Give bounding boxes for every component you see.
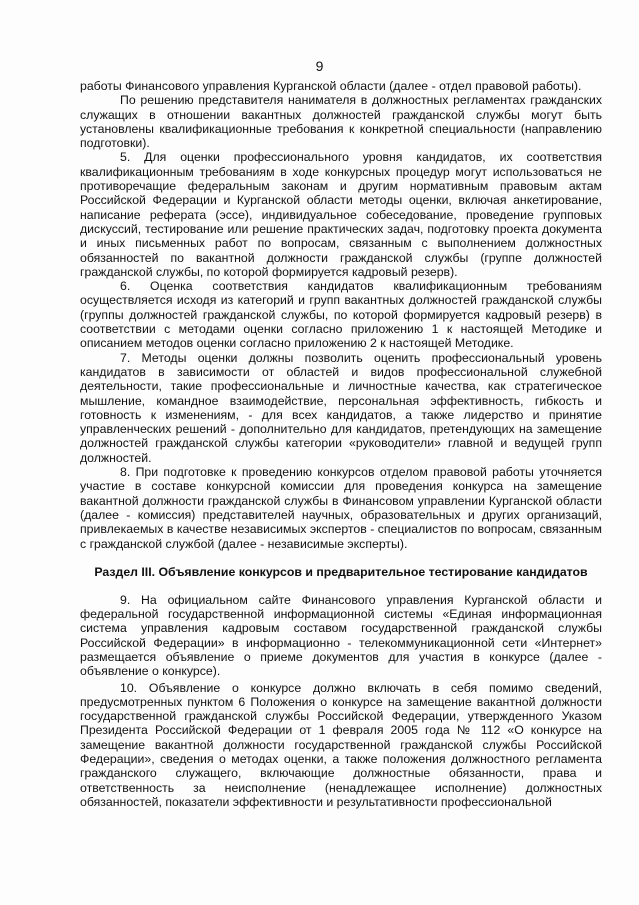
paragraph-10: 10. Объявление о конкурсе должно включать в себя помимо сведений, предусмотренных пунктом 6 Положения о конкурсе на замещение вакантной должности государственной гражданской службы Российской Федерации, утвержденного Указом Президента Российской Федерации от 1 февраля 2005 года № 112 «О конкурсе на замещение вакантной должности государственной гражданской службы Российской Федерации», сведения о методах оценки, а также положения должностного регламента гражданского служащего, включающие должностные обязанности, права и ответственность за неисполнение (ненадлежащее исполнение) должностных обязанностей, показатели эффективности и результативности профессиональной [80,680,602,809]
paragraph-7: 7. Методы оценки должны позволить оценить профессиональный уровень кандидатов в зависимости от областей и видов профессиональной служебной деятельности, такие профессиональные и личностные качества, как стратегическое мышление, командное взаимодействие, персональная эффективность, гибкость и готовность к изменениям, - для всех кандидатов, а также лидерство и принятие управленческих решений - дополнительно для кандидатов, претендующих на замещение должностей гражданской службы категории «руководители» главной и ведущей групп должностей. [80,350,602,465]
section-heading: Раздел III. Объявление конкурсов и предварительное тестирование кандидатов [94,564,588,579]
paragraph-decision: По решению представителя нанимателя в должностных регламентах гражданских служащих в отношении вакантных должностей гражданской службы могут быть установлены квалификационные требования к конкретной специальности (направлению подготовки). [80,93,602,151]
paragraph-9: 9. На официальном сайте Финансового управления Курганской области и федеральной государственной информационной системы «Единая информационная система управления кадровым составом государственной гражданской службы Российской Федерации» в информационно - телекоммуникационной сети «Интернет» размещается объявление о приеме документов для участия в конкурсе (далее - объявление о конкурсе). [80,592,602,679]
paragraph-8: 8. При подготовке к проведению конкурсов отделом правовой работы уточняется участие в составе конкурсной комиссии для проведения конкурса на замещение вакантной должности гражданской службы в Финансовом управлении Курганской области (далее - комиссия) представителей научных, образовательных и других организаций, привлекаемых в качестве независимых экспертов - специалистов по вопросам, связанным с гражданской службой (далее - независимые эксперты). [80,465,602,551]
page-number: 9 [315,58,324,74]
paragraph-6: 6. Оценка соответствия кандидатов квалификационным требованиям осуществляется исходя из категорий и групп вакантных должностей гражданской службы (группы должностей гражданской службы, по которой формируется кадровый резерв) в соответствии с методами оценки согласно приложению 1 к настоящей Методике и описанием методов оценки согласно приложению 2 к настоящей Методике. [80,279,602,351]
paragraph-5: 5. Для оценки профессионального уровня кандидатов, их соответствия квалификационным требованиям в ходе конкурсных процедур могут использоваться не противоречащие федеральным законам и другим нормативным правовым актам Российской Федерации и Курганской области методы оценки, включая анкетирование, написание реферата (эссе), индивидуальное собеседование, проведение групповых дискуссий, тестирование или решение практических задач, подготовку проекта документа и иных письменных работ по вопросам, связанным с выполнением должностных обязанностей по вакантной должности гражданской службы (группе должностей гражданской службы, по которой формируется кадровый резерв). [80,150,602,279]
paragraph-intro: работы Финансового управления Курганской области (далее - отдел правовой работы). [80,79,582,93]
document-body [80,79,602,809]
